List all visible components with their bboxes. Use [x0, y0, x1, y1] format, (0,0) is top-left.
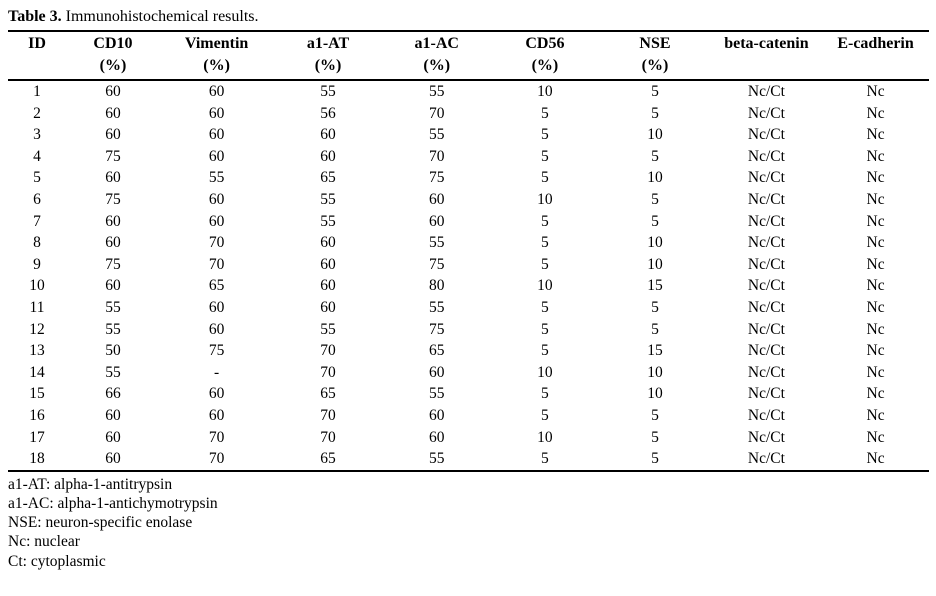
table-cell: 5 [541, 104, 549, 122]
column-unit [822, 55, 929, 77]
column-header-vimentin [160, 31, 273, 80]
table-row [8, 275, 929, 297]
table-cell: 60 [320, 255, 336, 273]
table-cell: 9 [33, 255, 41, 273]
table-cell: 5 [541, 169, 549, 187]
table-cell: 2 [33, 104, 41, 122]
table-cell: 5 [541, 385, 549, 403]
table-row [8, 319, 929, 341]
table-cell: 55 [105, 320, 121, 338]
table-row [8, 383, 929, 405]
table-cell: 80 [428, 277, 445, 295]
header-row [8, 31, 929, 80]
table-cell: 66 [105, 385, 121, 403]
table-cell: 70 [208, 450, 225, 468]
table-cell: 60 [208, 320, 225, 338]
table-cell: 60 [208, 147, 225, 165]
column-name: E-cadherin [837, 35, 914, 52]
table-cell: 55 [105, 363, 121, 381]
table-cell: Nc [866, 363, 885, 381]
column-unit: (%) [99, 57, 127, 74]
table-cell: 75 [105, 147, 121, 165]
table-cell: Nc/Ct [747, 126, 785, 144]
column-unit: (%) [314, 57, 342, 74]
table-cell: 5 [651, 212, 659, 230]
table-cell: 10 [647, 363, 663, 381]
table-cell: 55 [428, 234, 445, 252]
column-name: NSE [639, 35, 671, 52]
table-cell: 5 [651, 104, 659, 122]
table-cell: Nc/Ct [747, 385, 785, 403]
table-cell: 5 [541, 342, 549, 360]
column-name: a1-AC [414, 35, 459, 52]
table-cell: 75 [105, 190, 121, 208]
table-cell: 70 [208, 428, 225, 446]
table-cell: Nc [866, 450, 885, 468]
table-cell: 55 [428, 83, 445, 100]
table-cell: 60 [105, 234, 121, 252]
table-cell: 5 [541, 255, 549, 273]
table-cell: Nc/Ct [747, 450, 785, 468]
table-cell: Nc/Ct [747, 104, 785, 122]
table-cell: 55 [320, 212, 336, 230]
table-cell: 10 [537, 83, 553, 100]
table-row [8, 211, 929, 233]
table-cell: 5 [541, 234, 549, 252]
table-row [8, 124, 929, 146]
table-cell: Nc [866, 104, 885, 122]
table-cell: 60 [105, 83, 121, 100]
column-unit: (%) [641, 57, 669, 74]
table-cell: 15 [647, 277, 663, 295]
column-unit: (%) [531, 57, 559, 74]
table-cell: 16 [29, 406, 45, 424]
table-cell: 60 [105, 212, 121, 230]
table-cell: 5 [541, 126, 549, 144]
table-cell: 5 [651, 320, 659, 338]
table-cell: 55 [320, 83, 336, 100]
table-cell: Nc [866, 83, 885, 100]
table-cell: 75 [428, 255, 445, 273]
table-cell: 10 [647, 385, 663, 403]
table-caption [8, 5, 929, 28]
table-cell: 15 [29, 385, 45, 403]
table-cell: 60 [105, 104, 121, 122]
table-cell: Nc/Ct [747, 83, 785, 100]
table-row [8, 405, 929, 427]
column-header-beta-catenin [711, 31, 822, 80]
table-cell: 60 [105, 169, 121, 187]
column-unit: (%) [423, 57, 451, 74]
table-cell: 5 [541, 320, 549, 338]
table-cell: Nc [866, 298, 885, 316]
table-cell: 60 [208, 83, 225, 100]
column-name: CD56 [525, 35, 565, 52]
table-cell: Nc [866, 342, 885, 360]
immunohistochemical-results-table [8, 30, 929, 472]
table-row [8, 254, 929, 276]
column-name: beta-catenin [724, 35, 809, 52]
table-cell: 60 [105, 428, 121, 446]
table-cell: 60 [428, 406, 445, 424]
table-cell: 11 [29, 298, 45, 316]
table-cell: 70 [320, 428, 336, 446]
table-cell: 60 [208, 212, 225, 230]
table-cell: 10 [647, 169, 663, 187]
table-row [8, 80, 929, 103]
table-cell: 14 [29, 363, 45, 381]
column-header-cd10 [66, 31, 160, 80]
table-cell: 55 [208, 169, 225, 187]
table-cell: 7 [33, 212, 41, 230]
table-cell: 60 [208, 104, 225, 122]
table-row [8, 297, 929, 319]
table-cell: 10 [537, 428, 553, 446]
table-cell: Nc/Ct [747, 298, 785, 316]
table-cell: 60 [320, 147, 336, 165]
table-cell: 60 [208, 385, 225, 403]
table-cell: Nc [866, 428, 885, 446]
table-cell: Nc [866, 406, 885, 424]
table-cell: 5 [651, 190, 659, 208]
table-cell: 60 [428, 428, 445, 446]
table-cell: 5 [541, 147, 549, 165]
table-cell: 60 [105, 450, 121, 468]
table-cell: 4 [33, 147, 41, 165]
table-caption-text: Immunohistochemical results. [65, 8, 259, 25]
table-cell: 55 [320, 190, 336, 208]
table-cell: 75 [428, 169, 445, 187]
column-header-nse [599, 31, 710, 80]
table-cell: 70 [320, 363, 336, 381]
table-cell: 5 [651, 83, 659, 100]
table-cell: Nc/Ct [747, 169, 785, 187]
table-cell: 5 [651, 428, 659, 446]
table-cell: 5 [651, 450, 659, 468]
column-name: ID [28, 35, 46, 52]
table-cell: 60 [105, 126, 121, 144]
table-cell: Nc/Ct [747, 406, 785, 424]
table-cell: 10 [647, 234, 663, 252]
table-cell: Nc [866, 277, 885, 295]
table-cell: 55 [428, 126, 445, 144]
table-cell: 12 [29, 320, 45, 338]
table-cell: 65 [208, 277, 225, 295]
table-cell: 3 [33, 126, 41, 144]
table-cell: 5 [651, 147, 659, 165]
table-cell: - [214, 363, 220, 381]
table-cell: 75 [105, 255, 121, 273]
table-cell: 10 [647, 126, 663, 144]
table-cell: Nc/Ct [747, 363, 785, 381]
table-cell: Nc/Ct [747, 320, 785, 338]
table-cell: 70 [208, 255, 225, 273]
table-cell: 10 [537, 363, 553, 381]
table-row [8, 340, 929, 362]
table-cell: 10 [647, 255, 663, 273]
column-header-cd56 [491, 31, 600, 80]
column-header-a1-at [273, 31, 383, 80]
table-footnotes [8, 475, 929, 571]
table-cell: 70 [428, 147, 445, 165]
table-cell: 1 [33, 83, 41, 100]
table-cell: Nc/Ct [747, 342, 785, 360]
table-cell: 5 [651, 406, 659, 424]
column-name: a1-AT [306, 35, 350, 52]
table-cell: 60 [320, 126, 336, 144]
table-cell: 55 [320, 320, 336, 338]
table-cell: Nc [866, 147, 885, 165]
table-cell: Nc/Ct [747, 277, 785, 295]
table-cell: 60 [105, 277, 121, 295]
table-row [8, 167, 929, 189]
footnote-line: NSE: neuron-specific enolase [8, 514, 193, 532]
table-cell: 18 [29, 450, 45, 468]
table-cell: 56 [320, 104, 336, 122]
table-row [8, 232, 929, 254]
table-row [8, 103, 929, 125]
table-cell: Nc/Ct [747, 428, 785, 446]
table-cell: 60 [208, 126, 225, 144]
table-cell: Nc/Ct [747, 255, 785, 273]
table-cell: 70 [320, 406, 336, 424]
table-cell: 65 [320, 169, 336, 187]
table-cell: 55 [428, 385, 445, 403]
table-row [8, 448, 929, 471]
table-cell: 65 [428, 342, 445, 360]
table-cell: Nc [866, 385, 885, 403]
table-cell: 5 [541, 450, 549, 468]
table-header [8, 31, 929, 80]
table-cell: 60 [428, 190, 445, 208]
column-unit: (%) [203, 57, 230, 74]
table-cell: Nc/Ct [747, 234, 785, 252]
column-name: CD10 [93, 35, 133, 52]
table-cell: 10 [537, 277, 553, 295]
table-body [8, 80, 929, 471]
table-cell: 10 [29, 277, 45, 295]
column-header-a1-ac [383, 31, 491, 80]
table-cell: 17 [29, 428, 45, 446]
table-cell: 70 [428, 104, 445, 122]
table-cell: 15 [647, 342, 663, 360]
table-cell: 60 [428, 363, 445, 381]
table-cell: Nc/Ct [747, 212, 785, 230]
table-cell: 60 [208, 190, 225, 208]
table-cell: 55 [428, 298, 445, 316]
table-cell: 5 [541, 212, 549, 230]
table-cell: 5 [541, 406, 549, 424]
table-cell: 60 [320, 234, 336, 252]
table-cell: 5 [33, 169, 41, 187]
table-cell: 13 [29, 342, 45, 360]
table-cell: 60 [105, 406, 121, 424]
table-cell: 60 [208, 298, 225, 316]
table-cell: 55 [105, 298, 121, 316]
table-cell: Nc [866, 169, 885, 187]
table-cell: 50 [105, 342, 121, 360]
table-cell: 60 [320, 277, 336, 295]
table-cell: 10 [537, 190, 553, 208]
column-header-e-cadherin [822, 31, 929, 80]
table-cell: 75 [428, 320, 445, 338]
table-row [8, 146, 929, 168]
table-cell: 70 [320, 342, 336, 360]
table-cell: 70 [208, 234, 225, 252]
table-cell: 5 [541, 298, 549, 316]
footnote-line: Ct: cytoplasmic [8, 552, 106, 570]
table-row [8, 189, 929, 211]
column-unit [711, 55, 822, 77]
footnote-line: a1-AC: alpha-1-antichymotrypsin [8, 494, 218, 512]
table-cell: Nc [866, 234, 885, 252]
table-row [8, 427, 929, 449]
table-cell: 5 [651, 298, 659, 316]
table-cell: Nc [866, 320, 885, 338]
table-cell: 60 [320, 298, 336, 316]
table-cell: 8 [33, 234, 41, 252]
table-row [8, 362, 929, 384]
table-cell: Nc [866, 255, 885, 273]
table-cell: Nc/Ct [747, 190, 785, 208]
table-cell: 75 [208, 342, 225, 360]
table-cell: 60 [208, 406, 225, 424]
table-cell: 65 [320, 450, 336, 468]
table-cell: 65 [320, 385, 336, 403]
table-cell: Nc/Ct [747, 147, 785, 165]
table-cell: Nc [866, 126, 885, 144]
column-header-id [8, 31, 66, 80]
footnote-line: Nc: nuclear [8, 533, 80, 551]
table-cell: 60 [428, 212, 445, 230]
column-name: Vimentin [184, 35, 249, 52]
footnote-line: a1-AT: alpha-1-antitrypsin [8, 475, 173, 493]
table-cell: 6 [33, 190, 41, 208]
column-unit [8, 55, 66, 77]
table-cell: 55 [428, 450, 445, 468]
table-cell: Nc [866, 190, 885, 208]
table-caption-label: Table 3. [8, 8, 62, 25]
table-cell: Nc [866, 212, 885, 230]
